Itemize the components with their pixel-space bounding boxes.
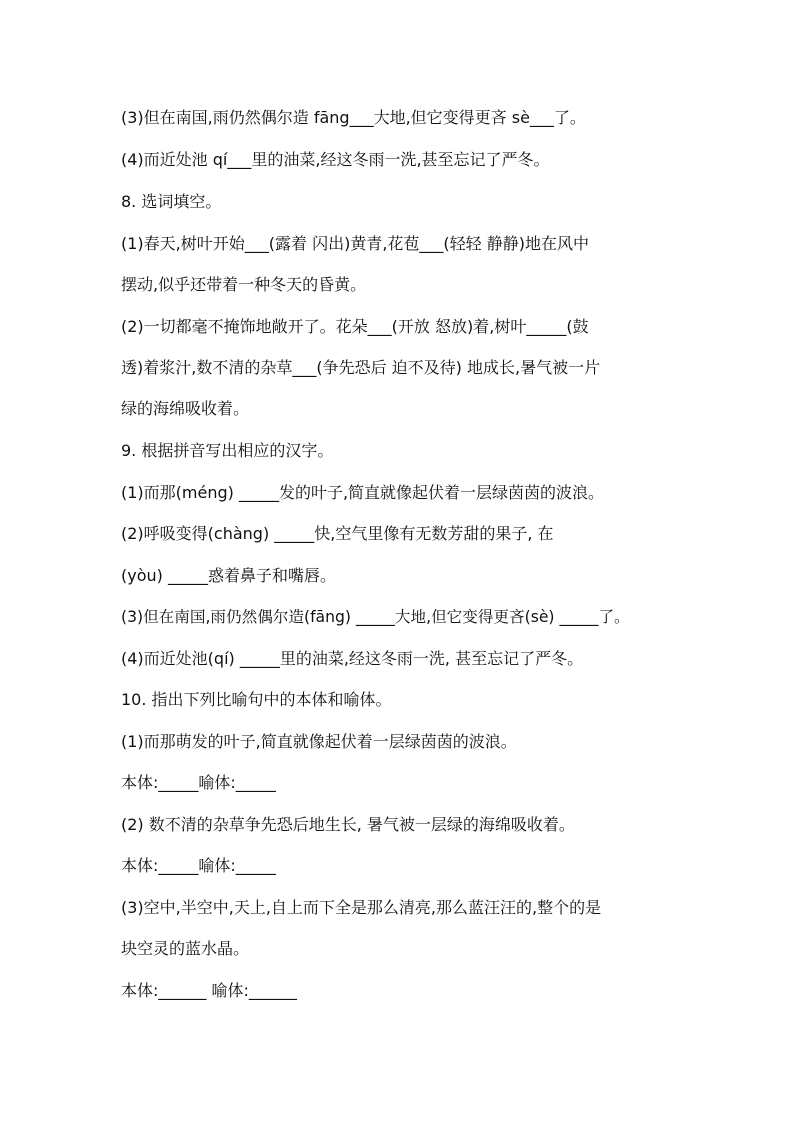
q9-4-text: (4)而近处池(qí) _____里的油菜,经这冬雨一洗, 甚至忘记了严冬。 (121, 649, 584, 668)
q10-3-text-cont: 块空灵的蓝水晶。 (121, 939, 250, 958)
q10-1-text: (1)而那萌发的叶子,简直就像起伏着一层绿茵茵的波浪。 (121, 732, 517, 751)
q8-1-text: (1)春天,树叶开始___(露着 闪出)黄青,花苞___(轻轻 静静)地在风中 (121, 234, 589, 253)
q10-3-text: (3)空中,半空中,天上,自上而下全是那么清亮,那么蓝汪汪的,整个的是 (121, 898, 602, 917)
q7-3-text: (3)但在南国,雨仍然偶尔造 fāng___大地,但它变得更吝 sè___了。 (121, 108, 586, 127)
q8-2-text-cont: 透)着浆汁,数不清的杂草___(争先恐后 迫不及待) 地成长,暑气被一片 (121, 358, 601, 377)
q9-heading: 9. 根据拼音写出相应的汉字。 (121, 441, 334, 460)
q9-3-text: (3)但在南国,雨仍然偶尔造(fāng) _____大地,但它变得更吝(sè) _____了。 (121, 608, 630, 626)
q8-1-text-cont: 摆动,似乎还带着一种冬天的昏黄。 (121, 275, 367, 294)
q8-2-text: (2)一切都毫不掩饰地敞开了。花朵___(开放 怒放)着,树叶_____(鼓 (121, 317, 589, 336)
q9-2-text: (2)呼吸变得(chàng) _____快,空气里像有无数芳甜的果子, 在 (121, 524, 554, 543)
q7-4-text: (4)而近处池 qí___里的油菜,经这冬雨一洗,甚至忘记了严冬。 (121, 150, 550, 169)
q10-heading: 10. 指出下列比喻句中的本体和喻体。 (121, 690, 392, 709)
q10-2-text: (2) 数不清的杂草争先恐后地生长, 暑气被一层绿的海绵吸收着。 (121, 815, 575, 834)
q10-3-answer: 本体:______ 喻体:______ (121, 981, 297, 1000)
q10-1-answer: 本体:_____喻体:_____ (121, 773, 276, 792)
q8-2-text-end: 绿的海绵吸收着。 (121, 399, 250, 418)
q9-2-text-cont: (yòu) _____惑着鼻子和嘴唇。 (121, 566, 336, 585)
q9-1-text: (1)而那(méng) _____发的叶子,简直就像起伏着一层绿茵茵的波浪。 (121, 483, 605, 502)
q8-heading: 8. 选词填空。 (121, 192, 222, 211)
q10-2-answer: 本体:_____喻体:_____ (121, 856, 276, 875)
